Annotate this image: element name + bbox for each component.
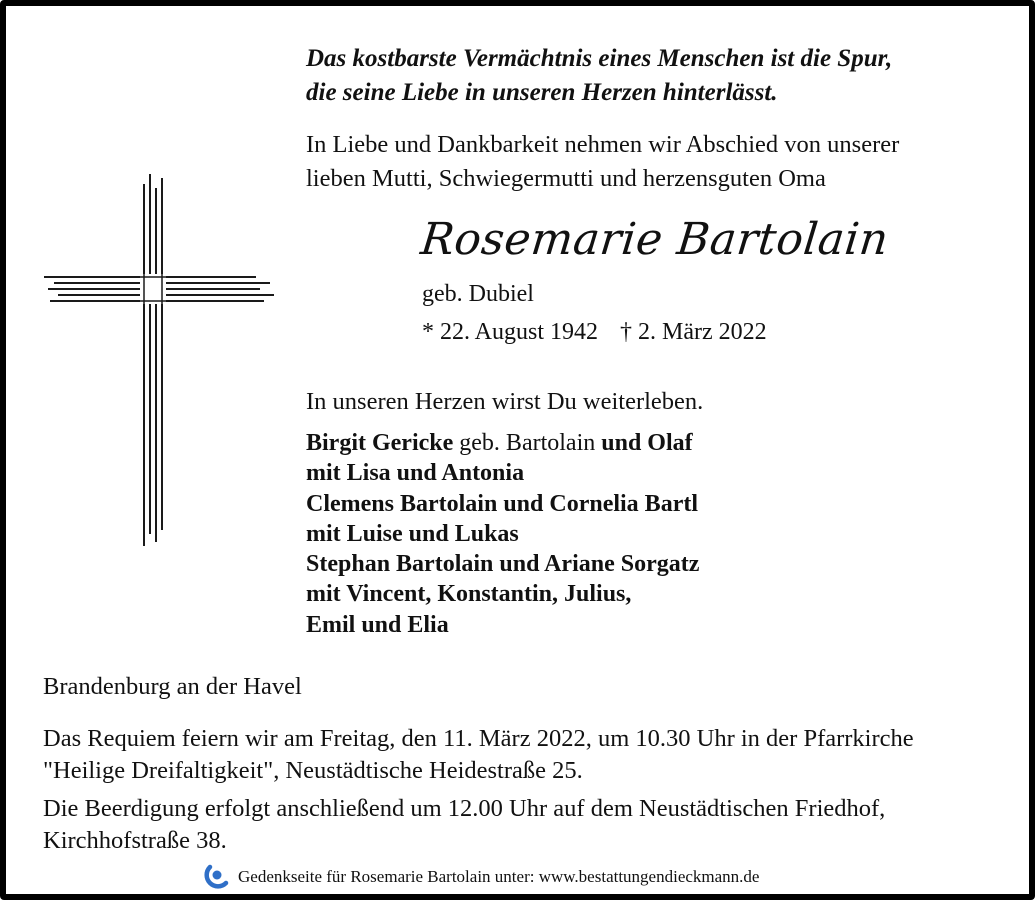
mourner-line: mit Luise und Lukas [306,520,519,547]
deceased-name: Rosemarie Bartolain [418,214,891,265]
maiden-name: geb. Dubiel [422,281,534,307]
burial-line: Kirchhofstraße 38. [43,827,227,854]
mourner-line: Emil und Elia [306,611,449,638]
mourner-name: Birgit Gericke [306,430,454,456]
mourner-line: mit Lisa und Antonia [306,460,525,487]
mourner-line [306,428,699,458]
intro-line: In Liebe und Dankbarkeit nehmen wir Abschied von unserer [306,131,900,158]
death-date: † 2. März 2022 [620,319,767,345]
intro-line: lieben Mutti, Schwiegermutti und herzensguten Oma [306,165,826,192]
mourner-partner: und Olaf [601,430,693,456]
intro-text [306,128,899,196]
footer-text: Gedenkseite für Rosemarie Bartolain unter: www.bestattungendieckmann.de [238,867,760,886]
burial-line: Die Beerdigung erfolgt anschließend um 12.00 Uhr auf dem Neustädtischen Friedhof, [43,795,886,822]
motto-line: Das kostbarste Vermächtnis eines Menschen ist die Spur, [306,45,893,72]
farewell-text: In unseren Herzen wirst Du weiterleben. [306,388,704,415]
requiem-line: Das Requiem feiern wir am Freitag, den 11. März 2022, um 10.30 Uhr in der Pfarrkirche [43,725,914,752]
mourner-line: mit Vincent, Konstantin, Julius, [306,581,632,608]
mourners-list [306,428,699,640]
footer-link[interactable] [202,862,759,892]
mourner-line: Stephan Bartolain und Ariane Sorgatz [306,551,700,578]
mourner-line: Clemens Bartolain und Cornelia Bartl [306,490,699,517]
cross-icon [44,174,274,546]
requiem-line: "Heilige Dreifaltigkeit", Neustädtische Heidestraße 25. [43,757,583,784]
memorial-logo-icon [202,863,230,891]
motto-line: die seine Liebe in unseren Herzen hinterlässt. [306,79,778,106]
place-text: Brandenburg an der Havel [43,673,302,700]
requiem-info [43,723,914,787]
life-dates [422,316,767,348]
birth-date: * 22. August 1942 [422,319,599,345]
motto-quote [306,42,892,110]
mourner-note: geb. Bartolain [453,430,602,456]
burial-info [43,793,885,857]
